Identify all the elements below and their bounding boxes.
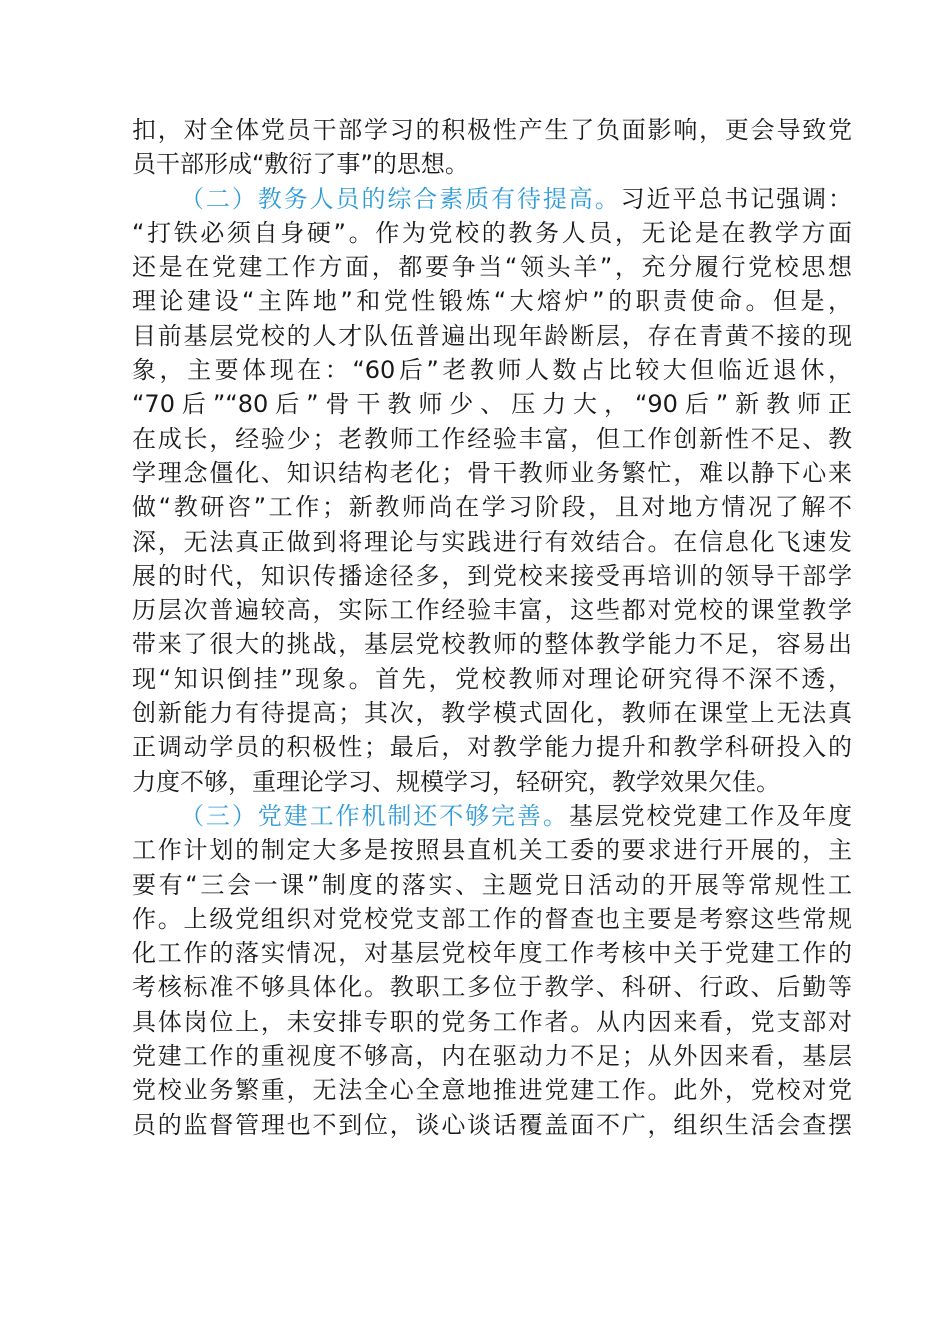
- paragraph-2-line: 在成长，经验少；老教师工作经验丰富，但工作创新性不足、教: [132, 424, 852, 453]
- paragraph-2-line: 带来了很大的挑战，基层党校教师的整体教学能力不足，容易出: [132, 630, 852, 659]
- paragraph-1-line: 扣，对全体党员干部学习的积极性产生了负面影响，更会导致党: [132, 116, 852, 144]
- paragraph-2-line: 正调动学员的积极性；最后，对教学能力提升和教学科研投入的: [132, 733, 852, 762]
- paragraph-3-line: 党建工作的重视度不够高，内在驱动力不足；从外因来看，基层: [132, 1042, 852, 1071]
- paragraph-3-line: 要有“三会一课”制度的落实、主题党日活动的开展等常规性工: [132, 870, 852, 899]
- paragraph-2-line: “70后”“80后”骨干教师少、压力大，“90后”新教师正: [132, 390, 852, 419]
- paragraph-3-line: 考核标准不够具体化。教职工多位于教学、科研、行政、后勤等: [132, 973, 852, 1002]
- paragraph-3-line: 化工作的落实情况，对基层党校年度工作考核中关于党建工作的: [132, 939, 852, 968]
- paragraph-2-line: 展的时代，知识传播途径多，到党校来接受再培训的领导干部学: [132, 561, 852, 590]
- paragraph-3-line: 作。上级党组织对党校党支部工作的督查也主要是考察这些常规: [132, 904, 852, 933]
- paragraph-2-line: 目前基层党校的人才队伍普遍出现年龄断层，存在青黄不接的现: [132, 321, 852, 350]
- paragraph-2-line: 做“教研咨”工作；新教师尚在学习阶段，且对地方情况了解不: [132, 493, 852, 522]
- paragraph-2-line: 还是在党建工作方面，都要争当“领头羊”，充分履行党校思想: [132, 253, 852, 282]
- paragraph-2-line: 学理念僵化、知识结构老化；骨干教师业务繁忙，难以静下心来: [132, 458, 852, 487]
- paragraph-3-line: 党校业务繁重，无法全心全意地推进党建工作。此外，党校对党: [132, 1076, 852, 1105]
- document-body: [132, 113, 852, 1142]
- paragraph-3-text: 基层党校党建工作及年度: [568, 801, 853, 830]
- paragraph-2-line: 力度不够，重理论学习、规模学习，轻研究，教学效果欠佳。: [132, 767, 780, 796]
- paragraph-2-line: 创新能力有待提高；其次，教学模式固化，教师在课堂上无法真: [132, 699, 852, 728]
- paragraph-3-line: 工作计划的制定大多是按照县直机关工委的要求进行开展的，主: [132, 836, 852, 865]
- paragraph-2-line: 现“知识倒挂”现象。首先，党校教师对理论研究得不深不透，: [132, 664, 852, 693]
- paragraph-3-line: 员的监督管理也不到位，谈心谈话覆盖面不广，组织生活会查摆: [132, 1110, 852, 1139]
- paragraph-3-line: 具体岗位上，未安排专职的党务工作者。从内因来看，党支部对: [132, 1007, 852, 1036]
- paragraph-1-line: 员干部形成“敷衍了事”的思想。: [132, 150, 469, 179]
- paragraph-2-line: 深，无法真正做到将理论与实践进行有效结合。在信息化飞速发: [132, 527, 852, 556]
- paragraph-2-line: 理论建设“主阵地”和党性锻炼“大熔炉”的职责使命。但是，: [132, 287, 852, 316]
- section-heading-3: （三）党建工作机制还不够完善。: [180, 801, 569, 830]
- paragraph-2-line: 历层次普遍较高，实际工作经验丰富，这些都对党校的课堂教学: [132, 596, 852, 625]
- section-heading-2: （二）教务人员的综合素质有待提高。: [180, 184, 621, 213]
- paragraph-3-first-line: [132, 799, 852, 833]
- paragraph-2-line: “打铁必须自身硬”。作为党校的教务人员，无论是在教学方面: [132, 218, 852, 247]
- paragraph-2-first-line: [132, 182, 852, 216]
- paragraph-2-line: 象，主要体现在：“60后”老教师人数占比较大但临近退休，: [132, 356, 852, 385]
- paragraph-2-text: 习近平总书记强调：: [620, 184, 852, 213]
